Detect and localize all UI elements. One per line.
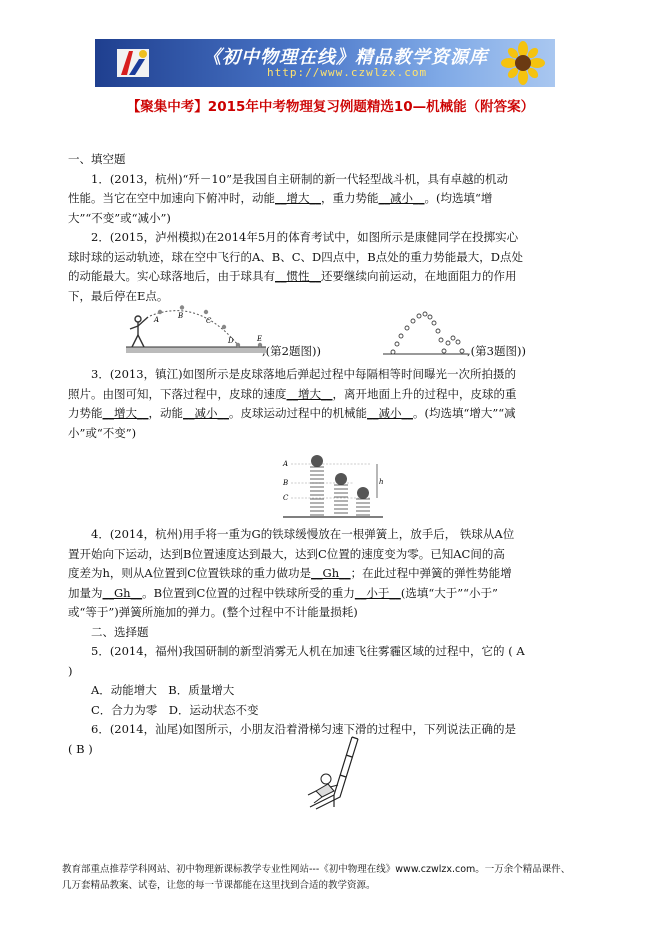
q4-figure [283,453,383,521]
fig4-label-a: A [283,460,289,468]
fig2-label-d: D [228,337,234,345]
q3-answer-2: __增大__ [102,406,149,420]
q1-line1: 1．(2013，杭州)“歼－10”是我国自主研制的新一代轻型战斗机，具有卓越的机动 [91,171,508,186]
q3-line2: 照片。由图可知，下落过程中，皮球的速度__增大__，离开地面上升的过程中，皮球的重 [68,386,517,401]
q4-answer-1: __Gh__ [311,566,351,580]
page-footer [62,862,622,894]
fig3-caption: ,(第3题图)) [467,344,526,358]
fig2-label-c: C [206,317,212,325]
fig2-label-a: A [154,316,160,324]
q2-answer-1: __惯性__ [275,269,321,283]
q5-line2: ) [68,663,73,678]
fig4-label-h: h [379,478,384,486]
q5-options-2: C．合力为零 D．运动状态不变 [91,702,259,717]
q3-answer-4: __减小__ [367,406,413,420]
site-logo [115,45,151,81]
section-fill-heading: 一、填空题 [68,152,126,166]
q4-answer-2: __Gh__ [102,585,143,600]
sunflower-icon [497,41,549,85]
q4-line4: 加量为__Gh__。B位置到C位置的过程中铁球所受的重力__小于__(选填“大于”“小于” [68,585,498,600]
q4-answer-3: __小于__ [354,585,401,600]
document-title: 【聚集中考】2015年中考物理复习例题精选10—机械能（附答案） [126,99,535,115]
q3-line4: 小”或“不变”) [68,425,137,440]
q2-figure [120,305,270,357]
fig4-label-b: B [283,479,289,487]
q3-answer-3: __减小__ [183,406,229,420]
footer-line-1: 教育部重点推荐学科网站、初中物理新课标教学专业性网站---《初中物理在线》www.czwlzx.com。一万余个精品课件、 [62,864,571,875]
q4-line1: 4．(2014，杭州)用手将一重为G的铁球缓慢放在一根弹簧上，放手后， 铁球从A位 [91,527,515,541]
q6-figure [300,735,370,810]
header-banner [95,39,555,87]
q6-line1: 6．(2014，汕尾)如图所示，小朋友沿着滑梯匀速下滑的过程中，下列说法正确的是 [91,722,517,736]
banner-title: 《初中物理在线》精品教学资源库 [203,47,488,68]
q3-answer-1: __增大__ [286,386,333,401]
footer-line-2: 几万套精品教案、试卷，让您的每一节课都能在这里找到合适的教学资源。 [62,880,376,891]
fig4-label-c: C [283,494,289,502]
q2-line1: 2．(2015，泸州模拟)在2014年5月的体育考试中，如图所示是康健同学在投掷实心 [91,230,519,244]
q3-line3: 力势能__增大__，动能__减小__。皮球运动过程中的机械能__减小__。(均选填“增大”“减 [68,406,516,420]
q3-line1: 3．(2013，镇江)如图所示是皮球落地后弹起过程中每隔相等时间曝光一次所拍摄的 [91,367,517,381]
q4-line3: 度差为h，则从A位置到C位置铁球的重力做功是__Gh__；在此过程中弹簧的弹性势能增 [68,566,512,580]
block-q3 [68,365,598,443]
q1-answer-1: __增大__ [275,191,321,205]
q5-options-1: A．动能增大 B．质量增大 [91,683,235,697]
q5-line1: 5．(2014，福州)我国研制的新型消雾无人机在加速飞往雾霾区域的过程中，它的 ( A [91,644,525,658]
q1-line2: 性能。当它在空中加速向下俯冲时，动能__增大__，重力势能__减小__。(均选填“增 [68,191,493,205]
section-choice-heading: 二、选择题 [91,624,149,639]
fig2-label-b: B [178,312,184,320]
fig2-label-e: E [257,335,263,343]
q4-line5: 或“等于”)弹簧所施加的弹力。(整个过程中不计能量损耗) [68,605,358,619]
q2-line3: 的动能最大。实心球落地后，由于球具有__惯性__还要继续向前运动，在地面阻力的作用 [68,269,517,283]
banner-url[interactable]: http://www.czwlzx.com [267,66,428,79]
block-q1-q2 [68,150,598,306]
q1-answer-2: __减小__ [378,191,425,205]
q4-line2: 置开始向下运动，达到B位置速度达到最大，达到C位置的速度变为零。已知AC间的高 [68,546,505,561]
block-q4-q6 [68,525,598,759]
q1-line3: 大”“不变”或“减小”) [68,210,171,225]
q2-line2: 球时球的运动轨迹，球在空中飞行的A、B、C、D四点中，B点处的重力势能最大，D点处 [68,249,523,264]
q3-figure [383,310,468,358]
q2-line4: 下，最后停在E点。 [68,288,169,303]
q6-line2: ( B ) [68,741,93,756]
fig2-caption: ,(第2题图)) [262,344,321,358]
